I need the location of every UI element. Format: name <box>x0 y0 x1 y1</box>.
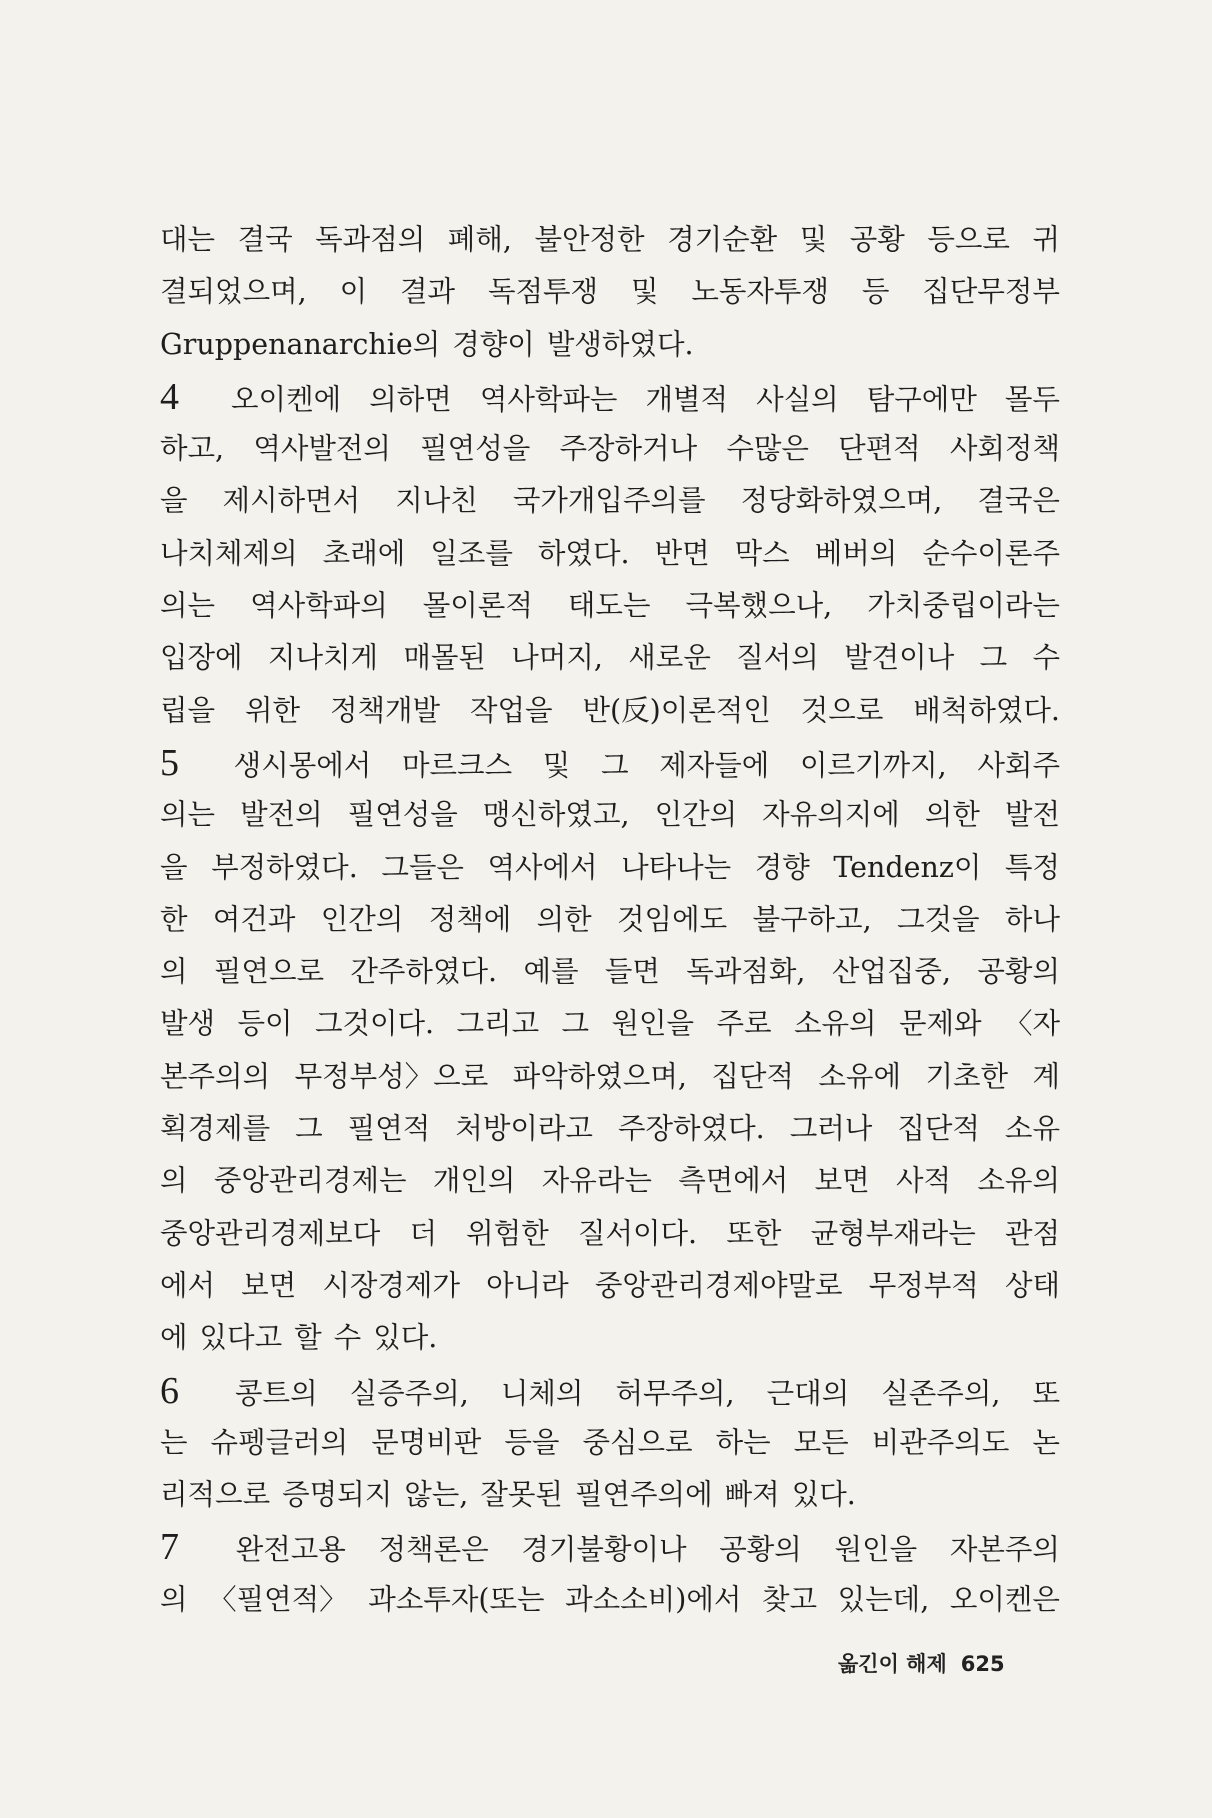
word: 가치중립이라는 <box>867 589 1060 623</box>
word: 〈자 <box>1003 1007 1060 1041</box>
word: 주로 <box>716 1007 772 1041</box>
word: 획경제를 <box>160 1112 271 1146</box>
word: 계 <box>1032 1059 1060 1093</box>
text-line <box>160 737 1060 789</box>
word: 사실의 <box>756 382 839 416</box>
text-line <box>160 946 1060 998</box>
word: 정책에 <box>428 902 512 936</box>
word: 수 <box>333 1321 362 1355</box>
word: 주장하거나 <box>559 432 698 466</box>
word: 경기순환 <box>667 223 778 256</box>
word: 빠져 <box>724 1478 780 1512</box>
word: 비관주의도 <box>871 1425 1010 1459</box>
word: 있다. <box>791 1478 856 1512</box>
word: 증명되지 <box>282 1478 393 1512</box>
text-line <box>160 632 1060 684</box>
word: 근대의 <box>766 1376 850 1410</box>
word: 있다고 <box>199 1321 283 1355</box>
text-line <box>160 266 1060 318</box>
word: 등을 <box>504 1425 560 1459</box>
word: 단편적 <box>838 432 921 466</box>
word: 산업집중, <box>831 955 952 989</box>
word: 예를 <box>523 955 579 989</box>
word: 의 <box>160 1164 188 1198</box>
word: 또 <box>1032 1376 1060 1410</box>
text-line <box>160 423 1060 475</box>
word: 발생 <box>160 1007 216 1041</box>
word: 발견이나 <box>844 641 955 675</box>
word: 그 <box>979 641 1008 675</box>
word: 이 <box>339 275 368 309</box>
word: 정당화하였으며, <box>740 484 943 518</box>
word: 중심으로 <box>582 1425 693 1459</box>
text-line <box>160 1051 1060 1103</box>
word: 것으로 <box>800 693 884 727</box>
text-line <box>160 1103 1060 1155</box>
word: 문제와 <box>898 1007 982 1041</box>
page-footer <box>838 1648 1005 1678</box>
word: 〈필연적〉 <box>208 1582 348 1616</box>
word: 몰두 <box>1004 382 1060 416</box>
word: 중앙관리경제보다 <box>160 1216 381 1250</box>
text-line <box>160 1155 1060 1207</box>
word: 및 <box>630 275 659 309</box>
word: 및 <box>799 223 828 256</box>
word: 극복했으나, <box>685 589 833 623</box>
word: 필연으로 <box>213 955 325 989</box>
word: 슈펭글러의 <box>210 1425 349 1459</box>
word: 부정하였다. <box>211 850 358 884</box>
word: 인간의 <box>654 798 738 832</box>
word: 중앙관리경제는 <box>213 1164 407 1198</box>
word: 을 <box>160 850 188 884</box>
word: 파악하였으며, <box>512 1059 687 1093</box>
word: 상태 <box>1004 1268 1060 1302</box>
word: 할 <box>294 1321 322 1355</box>
word: 결국 <box>237 223 293 256</box>
word: 무정부성〉으로 <box>294 1059 489 1093</box>
word: 찾고 <box>762 1582 818 1616</box>
word: 새로운 <box>628 641 711 675</box>
word: 에서 <box>160 1268 216 1302</box>
word: 나치체제의 <box>160 536 298 570</box>
word: 대는 <box>160 223 216 256</box>
word: 역사에서 <box>487 850 598 884</box>
text-line <box>160 1312 1060 1364</box>
word: 오이켄은 <box>949 1582 1060 1616</box>
word: 본주의의 <box>160 1059 271 1093</box>
word: 정책개발 <box>329 693 441 727</box>
word: 사회정책 <box>949 432 1060 466</box>
word: 베버의 <box>814 536 898 570</box>
word: 필연성을 <box>420 432 531 466</box>
page-number: 625 <box>960 1652 1005 1676</box>
text-line <box>160 1365 1060 1417</box>
word: 간주하였다. <box>350 955 498 989</box>
text-line <box>160 319 1060 371</box>
word: 공황의 <box>977 955 1060 989</box>
word: 공황의 <box>719 1533 802 1567</box>
word: 사적 <box>896 1164 952 1198</box>
word: 하나 <box>1004 902 1060 936</box>
word: 국가개입주의를 <box>512 484 706 518</box>
word: 맹신하였고, <box>482 798 630 832</box>
text-line <box>160 1208 1060 1260</box>
word: 반(反)이론적인 <box>582 693 771 727</box>
text-line <box>160 580 1060 632</box>
word: 자유의지에 <box>762 798 900 832</box>
word: 집단적 <box>897 1112 980 1146</box>
word: 균형부재라는 <box>810 1216 976 1250</box>
word: 집단무정부 <box>922 275 1060 309</box>
word: 있다. <box>373 1321 438 1355</box>
word: 독점투쟁 <box>487 275 599 309</box>
word: 하였다. <box>537 536 630 570</box>
word: 의는 <box>160 798 216 832</box>
word: 개별적 <box>645 382 729 416</box>
word: 생시몽에서 <box>233 748 372 782</box>
word: 소유의 <box>793 1007 877 1041</box>
word: 오이켄에 <box>231 382 342 416</box>
word: 불안정한 <box>534 223 645 256</box>
word: Gruppenanarchie의 <box>160 327 441 361</box>
word: 발전의 <box>240 798 323 832</box>
word: 그것을 <box>896 902 980 936</box>
word: 결국은 <box>977 484 1060 518</box>
word: 순수이론주 <box>922 536 1060 570</box>
word: 관점 <box>1004 1216 1060 1250</box>
text-line <box>160 371 1060 423</box>
word: 경향 <box>754 850 810 884</box>
word: 실증주의, <box>349 1376 469 1410</box>
word: 여건과 <box>212 902 296 936</box>
word: 수 <box>1032 641 1060 675</box>
word: 필연주의에 <box>574 1478 713 1512</box>
word: 허무주의, <box>615 1376 735 1410</box>
word: 필연성을 <box>347 798 458 832</box>
word: 원인을 <box>834 1533 918 1567</box>
word: 그 <box>295 1112 323 1146</box>
word: 역사학파는 <box>479 382 618 416</box>
word: 결과 <box>400 275 456 309</box>
text-line <box>160 894 1060 946</box>
word: 있는데, <box>837 1582 930 1616</box>
word: 사회주 <box>977 748 1060 782</box>
word: 것임에도 <box>617 902 728 936</box>
word: 중앙관리경제야말로 <box>594 1268 843 1302</box>
word: 립을 <box>160 693 216 727</box>
word: 의 <box>160 1582 188 1616</box>
word: 등이 <box>237 1007 293 1041</box>
word: 경향이 <box>452 327 535 361</box>
word: 하는 <box>715 1425 771 1459</box>
word: 소유의 <box>977 1164 1060 1198</box>
word: 원인을 <box>611 1007 695 1041</box>
word: 폐해, <box>447 223 512 256</box>
text-line <box>160 1521 1060 1573</box>
word: 더 <box>409 1216 437 1250</box>
word: 을 <box>160 484 188 518</box>
word: 개인의 <box>432 1164 516 1198</box>
word: 공황 <box>849 223 905 256</box>
word: 필연적 <box>347 1112 431 1146</box>
word: 모든 <box>793 1425 849 1459</box>
word: 이르기까지, <box>800 748 947 782</box>
word: Tendenz이 <box>833 850 982 884</box>
word: 않는, <box>404 1478 469 1512</box>
word: 입장에 <box>160 641 243 675</box>
word: 콩트의 <box>235 1376 318 1410</box>
word: 귀 <box>1032 223 1060 256</box>
word: 매몰된 <box>403 641 486 675</box>
word: 막스 <box>734 536 790 570</box>
word: 나머지, <box>511 641 603 675</box>
word: 집단적 <box>711 1059 794 1093</box>
word: 과소소비)에서 <box>565 1582 742 1616</box>
word: 문명비판 <box>371 1425 482 1459</box>
word: 및 <box>542 748 571 782</box>
word: 수많은 <box>726 432 809 466</box>
word: 독과점의 <box>315 223 426 256</box>
word: 니체의 <box>500 1376 584 1410</box>
word: 그 <box>601 748 629 782</box>
word: 아니라 <box>486 1268 569 1302</box>
word: 일조를 <box>430 536 513 570</box>
text-line <box>160 214 1060 266</box>
note-number: 4 <box>160 375 179 418</box>
text-line <box>160 475 1060 527</box>
word: 한 <box>160 902 188 936</box>
word: 태도는 <box>567 589 651 623</box>
word: 의한 <box>924 798 980 832</box>
word: 탐구에만 <box>866 382 977 416</box>
word: 정책론은 <box>378 1533 489 1567</box>
word: 노동자투쟁 <box>691 275 829 309</box>
word: 의하면 <box>369 382 452 416</box>
word: 독과점화, <box>686 955 806 989</box>
text-line <box>160 998 1060 1050</box>
body-text <box>160 214 1060 1626</box>
word: 질서이다. <box>577 1216 698 1250</box>
word: 지나치게 <box>267 641 379 675</box>
word: 인간의 <box>320 902 404 936</box>
word: 보면 <box>814 1164 870 1198</box>
word: 의 <box>160 955 188 989</box>
word: 위험한 <box>466 1216 549 1250</box>
word: 무정부적 <box>868 1268 979 1302</box>
text-line <box>160 528 1060 580</box>
word: 몰이론적 <box>422 589 533 623</box>
word: 나타나는 <box>621 850 732 884</box>
word: 측면에서 <box>678 1164 789 1198</box>
text-line <box>160 789 1060 841</box>
text-line <box>160 1469 1060 1521</box>
word: 그리고 <box>456 1007 540 1041</box>
word: 의한 <box>536 902 592 936</box>
word: 잘못된 <box>480 1478 563 1512</box>
word: 질서의 <box>736 641 819 675</box>
word: 소유에 <box>818 1059 901 1093</box>
text-line <box>160 1574 1060 1626</box>
word: 발생하였다. <box>546 327 694 361</box>
word: 시장경제가 <box>322 1268 460 1302</box>
word: 에 <box>160 1321 188 1355</box>
word: 등으로 <box>927 223 1010 256</box>
word: 자유라는 <box>541 1164 652 1198</box>
word: 완전고용 <box>235 1533 346 1567</box>
word: 또한 <box>726 1216 782 1250</box>
word: 초래에 <box>322 536 406 570</box>
word: 역사발전의 <box>253 432 391 466</box>
word: 제시하면서 <box>222 484 361 518</box>
word: 불구하고, <box>752 902 872 936</box>
word: 자본주의 <box>949 1533 1060 1567</box>
word: 발전 <box>1004 798 1060 832</box>
word: 그것이다. <box>314 1007 435 1041</box>
word: 위한 <box>244 693 301 727</box>
text-line <box>160 1260 1060 1312</box>
word: 의는 <box>160 589 216 623</box>
word: 그 <box>561 1007 590 1041</box>
word: 소유 <box>1004 1112 1060 1146</box>
text-line <box>160 842 1060 894</box>
word: 결되었으며, <box>160 275 307 309</box>
word: 작업을 <box>469 693 553 727</box>
word: 반면 <box>654 536 710 570</box>
note-number: 5 <box>160 741 179 784</box>
word: 경기불황이나 <box>521 1533 687 1567</box>
word: 등 <box>861 275 890 309</box>
word: 리적으로 <box>160 1478 271 1512</box>
note-number: 7 <box>160 1526 179 1569</box>
word: 하고, <box>160 432 225 466</box>
word: 마르크스 <box>402 748 513 782</box>
word: 처방이라고 <box>455 1112 593 1146</box>
word: 들면 <box>604 955 660 989</box>
text-line <box>160 685 1060 737</box>
word: 역사학파의 <box>250 589 388 623</box>
word: 지나친 <box>395 484 478 518</box>
word: 제자들에 <box>659 748 770 782</box>
word: 그러나 <box>789 1112 873 1146</box>
word: 논 <box>1032 1425 1060 1459</box>
word: 실존주의, <box>881 1376 1001 1410</box>
word: 기초한 <box>925 1059 1009 1093</box>
word: 그들은 <box>381 850 464 884</box>
word: 주장하였다. <box>617 1112 765 1146</box>
word: 는 <box>160 1425 188 1459</box>
running-title: 옮긴이 해제 <box>838 1652 947 1676</box>
text-line <box>160 1417 1060 1469</box>
word: 특정 <box>1004 850 1060 884</box>
note-number: 6 <box>160 1369 179 1412</box>
word: 과소투자(또는 <box>368 1582 545 1616</box>
word: 보면 <box>241 1268 297 1302</box>
word: 배척하였다. <box>913 693 1060 727</box>
